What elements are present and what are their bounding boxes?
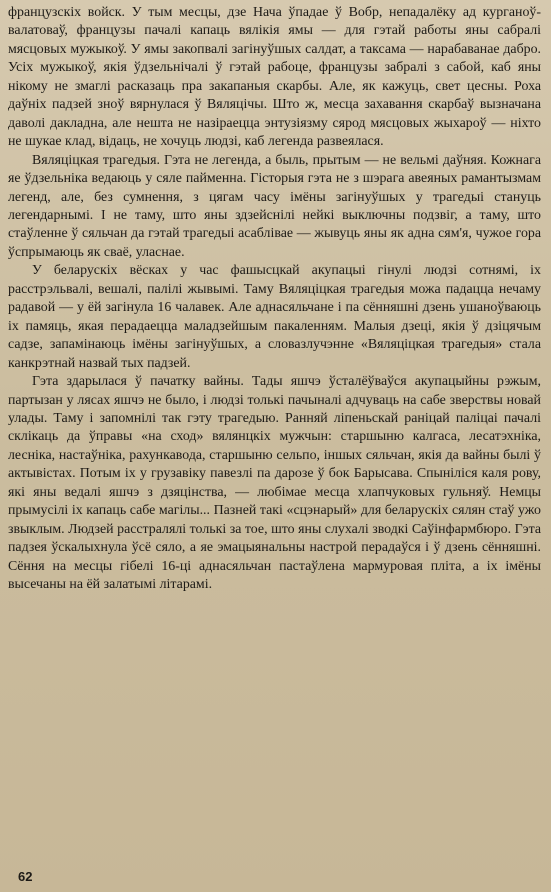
paragraph-french-treasure: французскіх войск. У тым месцы, дзе Нача ўпадае ў Вобр, непадалёку ад курганоў-валатоваў, французы пачалі капаць вялікія ямы — для гэтай работы яны сабралі мясцовых мужыкоў. У ямы закопвалі загінуўшых салдат, а таксама — нарабаванае дабро. Усіх мужыкоў, якія ўдзельнічалі ў гэтай рабоце, французы забралі з сабой, каб яны нікому не змаглі расказаць пра закапаныя скарбы. Але, як кажуць, свет цесны. Роха даўніх падзей зноў вярнулася ў Вяляцічы. Што ж, месца захавання скарбаў вызначана даволі дакладна, але нешта не назіраецца энтузіязму сярод мясцовых жыхароў — ніхто не шукае клад, відаць, не хочуць людзі, каб легенда развеялася.: [8, 5, 541, 150]
paragraph-war-beginning: Гэта здарылася ў пачатку вайны. Тады яшчэ ўсталёўваўся акупацыйны рэжым, партызан у лясах яшчэ не было, і людзі толькі пачыналі адчуваць на сабе зверствы новай улады. Таму і запомнілі так гэту трагедыю. Ранняй ліпеньскай раніцай паліцаі пачалі склікаць да ўправы «на сход» вялянцкіх мужчын: старшыню калгаса, лесатэхніка, лесніка, настаўніка, рахункавода, старшыню сельпо, іншых сяльчан, якія да вайны былі ў актывістах. Потым іх у грузавіку павезлі па дарозе ў бок Барысава. Спыніліся каля рову, які яны ведалі яшчэ з дзяцінства, — любімае месца хлапчуковых гульняў. Немцы прымусілі іх капаць сабе магілы... Пазней такі «сцэнарый» для беларускіх сялян стаў ужо звыклым. Людзей расстралялі толькі за тое, што яны слухалі зводкі Саўінфармбюро. Гэта падзея ўскалыхнула ўсё сяло, а яе эмацыянальны настрой перадаўся і ў дзень сённяшні. Сёння на месцы гібелі 16-ці аднасяльчан пастаўлена мармуровая пліта, а іх імёны высечаны на ёй залатымі літарамі.: [8, 374, 541, 593]
paragraph-vialiatsitskaya-tragedy: Вяляцiцкая трагедыя. Гэта не легенда, а быль, прытым — не вельмі даўняя. Кожнага яе ўдзельніка ведаюць у сяле пайменна. Гісторыя гэта не з шэрага авеяных рамантызмам легенд, але, без сумнення, з цягам часу імёны загінуўшых у трагедыі стануць легендарнымі. І не таму, што яны здзейснілі нейкі выключны подзвіг, а таму, што стаўленне ў сяльчан да гэтай трагедыі асаблівае — жывуць яны як адна сям'я, чужое гора ўспрымаюць як сваё, уласнае.: [8, 152, 541, 260]
page-number: 62: [18, 868, 33, 884]
paragraph-occupation: У беларускіх вёсках у час фашысцкай акупацыі гінулі людзі сотнямі, іх расстрэльвалі, вешалі, палілі жывымі. Таму Вяляцiцкая трагедыя можа падацца нечаму радавой — у ёй загінула 16 чалавек. Але аднасяльчане і па сённяшні дзень ушаноўваюць іх памяць, якая перадаецца маладзейшым пакаленням. Малыя дзеці, якія ў дзіцячым садзе, запамінаюць імёны загінуўшых, а словазлучэнне «Вяляцiцкая трагедыя» стала канкрэтнай назвай тых падзей.: [8, 263, 541, 371]
